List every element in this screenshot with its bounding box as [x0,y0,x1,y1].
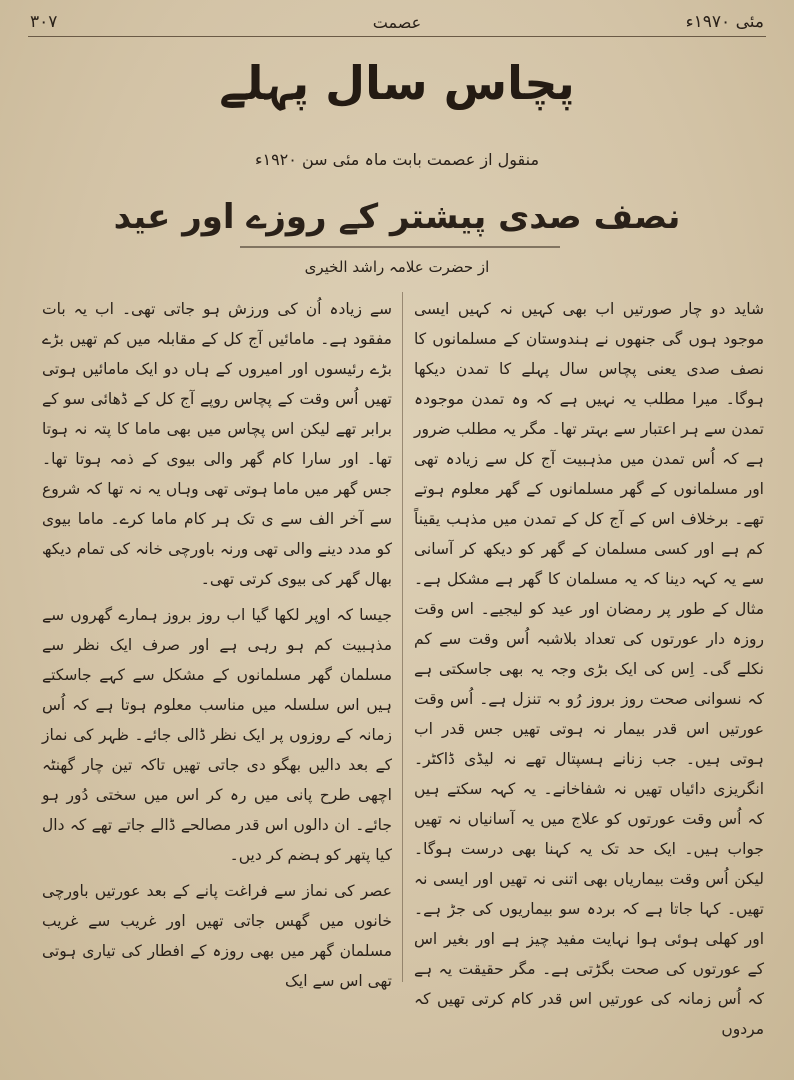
byline: از حضرت علامہ راشد الخیری [304,258,490,276]
article-title: نصف صدی پیشتر کے روزے اور عید [113,197,681,237]
column-divider [402,292,403,982]
title-underline [240,246,560,248]
column-right [414,294,764,1064]
source-note: منقول از عصمت بابت ماہ مئی سن ۱۹۲۰ء [254,150,540,169]
issue-date: مئی ۱۹۷۰ء [685,12,764,32]
paragraph: سے زیادہ اُن کی ورزش ہو جاتی تھی۔ اب یہ بات مفقود ہے۔ مامائیں آج کل کے مقابلہ میں کم تھیں بڑے بڑے رئیسوں اور امیروں کے ہاں دو ایک مامائیں ہوتی تھیں اُس وقت کے پچاس روپے آج کل کے ڈھائی سو کے برابر تھے لیکن اس پچاس میں بھی ماما کا پتہ نہ ہوتا تھا۔ اور سارا کام گھر والی بیوی کے ذمہ ہوتا تھا۔ جس گھر میں ماما ہوتی تھی وہاں یہ نہ تھا کہ شروع سے آخر الف سے ی تک ہر کام ماما کرے۔ ماما بیوی کو مدد دینے والی تھی ورنہ باورچی خانہ کی تمام دیکھ بھال گھر کی بیوی کرتی تھی۔ [42,300,392,588]
column-left [42,294,392,1064]
header-rule [28,36,766,37]
page-header [30,10,764,34]
paragraph: عصر کی نماز سے فراغت پانے کے بعد عورتیں باورچی خانوں میں گھس جاتی تھیں اور غریب سے غریب مسلمان گھر میں بھی روزہ کے افطار کی تیاری ہوتی تھی اس سے ایک [42,882,392,990]
magazine-name: عصمت [372,12,422,32]
page-number: ۳۰۷ [30,12,58,32]
paragraph: شاید دو چار صورتیں اب بھی کہیں نہ کہیں ایسی موجود ہوں گی جنھوں نے ہندوستان کے مسلمانوں کا نصف صدی یعنی پچاس سال پہلے کا تمدن دیکھا ہوگا۔ میرا مطلب یہ نہیں ہے کہ وہ تمدن موجودہ تمدن سے ہر اعتبار سے بہتر تھا۔ مگر یہ مطلب ضرور ہے کہ اُس تمدن میں مذہبیت آج کل سے زیادہ تھی اور مسلمانوں کے گھر مسلمانوں کے گھر معلوم ہوتے تھے۔ برخلاف اس کے آج کل کے تمدن میں مذہب یقیناً کم ہے اور کسی مسلمان کے گھر کو دیکھ کر آسانی سے یہ کہہ دینا کہ یہ مسلمان کا گھر ہے مشکل ہے۔ مثال کے طور پر رمضان اور عید کو لیجیے۔ اس وقت روزہ دار عورتوں کی تعداد بلاشبہ اُس وقت سے کم نکلے گی۔ اِس کی ایک بڑی وجہ یہ بھی جاسکتی ہے کہ نسوانی صحت روز بروز رُو بہ تنزل ہے۔ اُس وقت عورتیں اس قدر بیمار نہ ہوتی تھیں جس قدر اب ہوتی ہیں۔ جب زنانے ہسپتال تھے نہ لیڈی ڈاکٹر۔ انگریزی دائیاں تھیں نہ شفاخانے۔ یہ کہہ سکتے ہیں کہ اُس وقت عورتوں کو علاج میں یہ آسانیاں نہ تھیں جواب ہیں۔ ایک حد تک یہ کہنا بھی درست ہوگا۔ لیکن اُس وقت بیماریاں بھی اتنی نہ تھیں اور ایسی نہ تھیں۔ کہا جاتا ہے کہ بردہ سو بیماریوں کی جڑ ہے۔ اور کھلی ہوئی ہوا نہایت مفید چیز ہے اور بغیر اس کے عورتوں کی صحت بگڑتی ہے۔ مگر حقیقت یہ ہے کہ اُس زمانہ کی عورتیں اس قدر کام کرتی تھیں کہ مردوں [414,300,764,1038]
section-logo-title: پچاس سال پہلے [219,56,575,110]
paragraph: جیسا کہ اوپر لکھا گیا اب روز بروز ہمارے گھروں سے مذہبیت کم ہو رہی ہے اور صرف ایک نظر سے مسلمان گھر مسلمانوں کے مشکل سے کہے جاسکتے ہیں اس سلسلہ میں مناسب معلوم ہوتا ہے کہ اُس زمانہ کے روزوں پر ایک نظر ڈالی جائے۔ ظہر کی نماز کے بعد دالیں بھگو دی جاتی تھیں تاکہ تین چار گھنٹہ اچھی طرح پانی میں رہ کر اس میں سختی دُور ہو جائے۔ ان دالوں اس قدر مصالحے ڈالے جاتے تھے کہ دال کیا پتھر کو ہضم کر دیں۔ [42,606,392,864]
